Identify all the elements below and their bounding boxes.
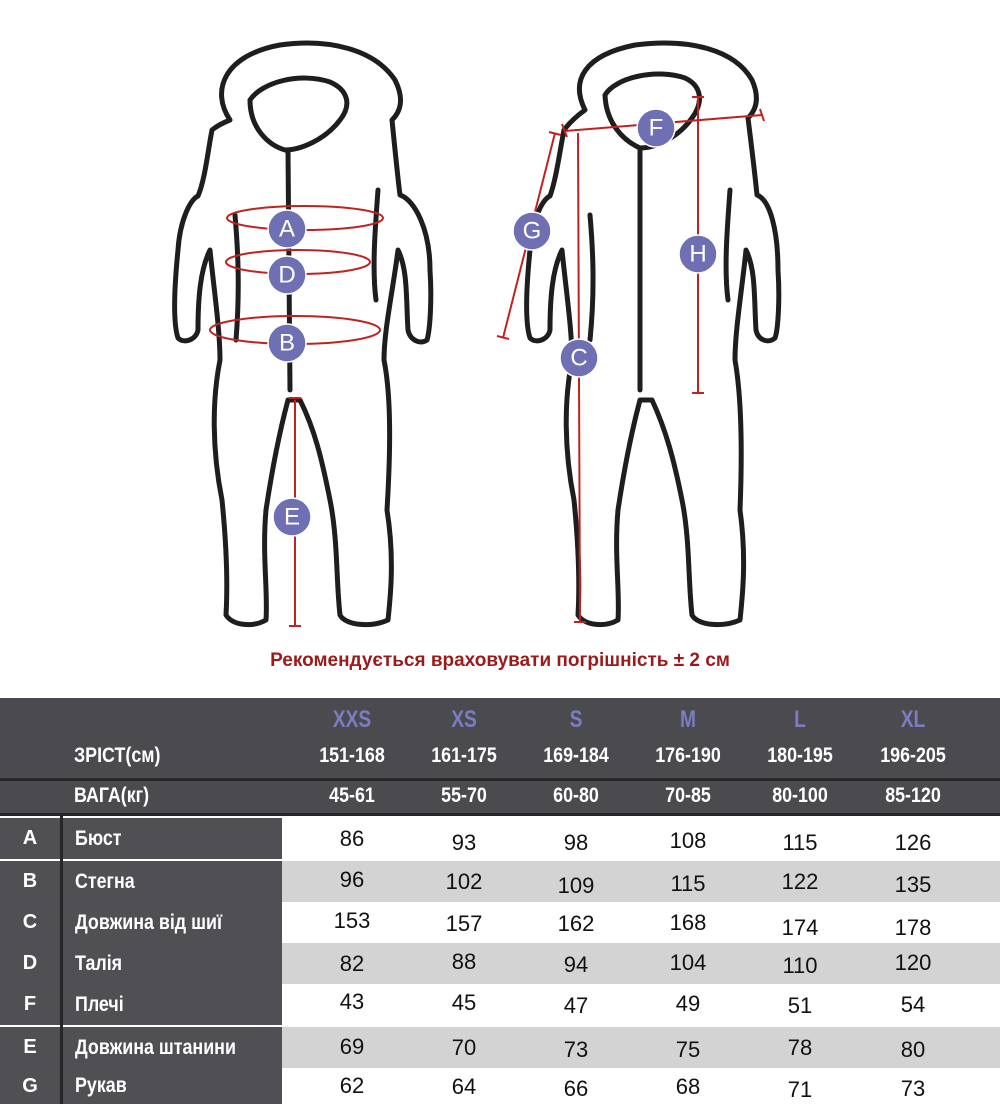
table-row <box>0 818 1000 859</box>
cell-value: 45 <box>451 990 477 1015</box>
cell-value: 94 <box>563 952 589 977</box>
cell-value: 47 <box>563 993 589 1018</box>
cell-value: 102 <box>445 869 483 894</box>
cell-value: 88 <box>451 949 477 974</box>
cell-value: 93 <box>451 830 477 855</box>
row-label: Талія <box>63 943 282 984</box>
svg-text:A: A <box>278 215 296 243</box>
size-weight: 85-120 <box>885 784 941 807</box>
size-name: XL <box>900 706 926 733</box>
cell-value: 108 <box>669 828 707 853</box>
marker-d <box>268 256 306 294</box>
marker-g <box>513 212 551 250</box>
svg-text:B: B <box>278 329 296 357</box>
size-weight: 60-80 <box>553 784 599 807</box>
row-label: Рукав <box>63 1068 282 1104</box>
size-table-header <box>0 698 1000 816</box>
size-height: 169-184 <box>543 744 609 767</box>
size-table <box>0 698 1000 1104</box>
row-values <box>282 818 1000 859</box>
cell-value: 80 <box>900 1037 926 1062</box>
row-values <box>282 861 1000 902</box>
row-values <box>282 943 1000 984</box>
header-divider <box>0 778 1000 781</box>
row-values <box>282 1027 1000 1068</box>
size-name: XS <box>451 706 477 733</box>
cell-value: 70 <box>451 1035 477 1060</box>
back-right-arm-seam <box>726 190 730 300</box>
cell-value: 86 <box>339 826 365 851</box>
svg-text:F: F <box>648 114 664 142</box>
svg-text:H: H <box>689 240 707 268</box>
cell-value: 43 <box>339 989 365 1014</box>
cell-value: 174 <box>781 915 819 940</box>
cell-value: 75 <box>675 1037 701 1062</box>
size-height: 180-195 <box>767 744 833 767</box>
cell-value: 122 <box>781 869 819 894</box>
row-letter: C <box>0 902 60 943</box>
table-row <box>0 902 1000 943</box>
size-weight: 70-85 <box>665 784 711 807</box>
cell-value: 62 <box>339 1073 365 1098</box>
svg-text:G: G <box>522 217 542 245</box>
letter-column-divider <box>60 816 63 1104</box>
table-row <box>0 1068 1000 1104</box>
back-left-arm-seam <box>590 215 593 340</box>
cell-value: 115 <box>670 871 706 896</box>
cell-value: 71 <box>787 1077 813 1102</box>
row-label: Плечі <box>63 984 282 1025</box>
cell-value: 109 <box>557 873 595 898</box>
cell-value: 168 <box>669 910 707 935</box>
row-letter: D <box>0 943 60 984</box>
weight-label: ВАГА(кг) <box>74 784 150 807</box>
tolerance-note: Рекомендується враховувати погрішність ± 2 см <box>270 650 730 671</box>
size-name: XXS <box>332 706 372 733</box>
marker-b <box>268 324 306 362</box>
marker-e <box>273 498 311 536</box>
row-letter: E <box>0 1027 60 1068</box>
cell-value: 126 <box>894 830 932 855</box>
marker-a <box>268 210 306 248</box>
cell-value: 66 <box>563 1076 589 1101</box>
cell-value: 96 <box>339 867 365 892</box>
marker-c <box>560 339 598 377</box>
row-label: Бюст <box>63 818 282 859</box>
row-letter: A <box>0 818 60 859</box>
svg-text:C: C <box>570 344 588 372</box>
cell-value: 135 <box>894 872 932 897</box>
row-letter: G <box>0 1068 60 1104</box>
cell-value: 120 <box>894 950 932 975</box>
cell-value: 82 <box>339 951 365 976</box>
front-right-arm-seam <box>374 190 378 300</box>
cell-value: 49 <box>675 991 701 1016</box>
cell-value: 110 <box>782 953 818 978</box>
size-weight: 80-100 <box>772 784 828 807</box>
size-name: S <box>569 706 583 733</box>
table-row <box>0 1027 1000 1068</box>
size-height: 151-168 <box>319 744 385 767</box>
svg-text:D: D <box>278 261 296 289</box>
cell-value: 104 <box>669 950 707 975</box>
svg-text:E: E <box>283 503 301 531</box>
table-row <box>0 984 1000 1025</box>
table-row <box>0 861 1000 902</box>
cell-value: 51 <box>787 993 813 1018</box>
cell-value: 98 <box>563 830 589 855</box>
cell-value: 78 <box>787 1035 813 1060</box>
cell-value: 54 <box>900 992 926 1017</box>
height-label: ЗРІСТ(см) <box>74 744 161 767</box>
row-values <box>282 1068 1000 1104</box>
size-height: 196-205 <box>880 744 946 767</box>
cell-value: 68 <box>675 1074 701 1099</box>
row-letter: B <box>0 861 60 902</box>
cell-value: 115 <box>782 830 818 855</box>
row-values <box>282 984 1000 1025</box>
row-label: Стегна <box>63 861 282 902</box>
cell-value: 64 <box>451 1074 477 1099</box>
row-letter: F <box>0 984 60 1025</box>
row-label: Довжина штанини <box>63 1027 282 1068</box>
size-height: 161-175 <box>431 744 497 767</box>
cell-value: 153 <box>333 908 371 933</box>
size-weight: 45-61 <box>329 784 375 807</box>
cell-value: 178 <box>894 915 932 940</box>
marker-h <box>679 235 717 273</box>
size-height: 176-190 <box>655 744 721 767</box>
row-values <box>282 902 1000 943</box>
size-name: M <box>680 706 696 733</box>
cell-value: 69 <box>339 1034 365 1059</box>
size-name: L <box>794 706 806 733</box>
front-hood-inner <box>250 78 347 150</box>
cell-value: 157 <box>445 911 483 936</box>
cell-value: 73 <box>900 1076 926 1101</box>
cell-value: 73 <box>563 1037 589 1062</box>
table-row <box>0 943 1000 984</box>
front-left-arm-seam <box>235 215 238 340</box>
header-bottom-border <box>0 813 1000 816</box>
marker-f <box>637 109 675 147</box>
cell-value: 162 <box>557 911 595 936</box>
row-label: Довжина від шиї <box>63 902 282 943</box>
size-weight: 55-70 <box>441 784 487 807</box>
